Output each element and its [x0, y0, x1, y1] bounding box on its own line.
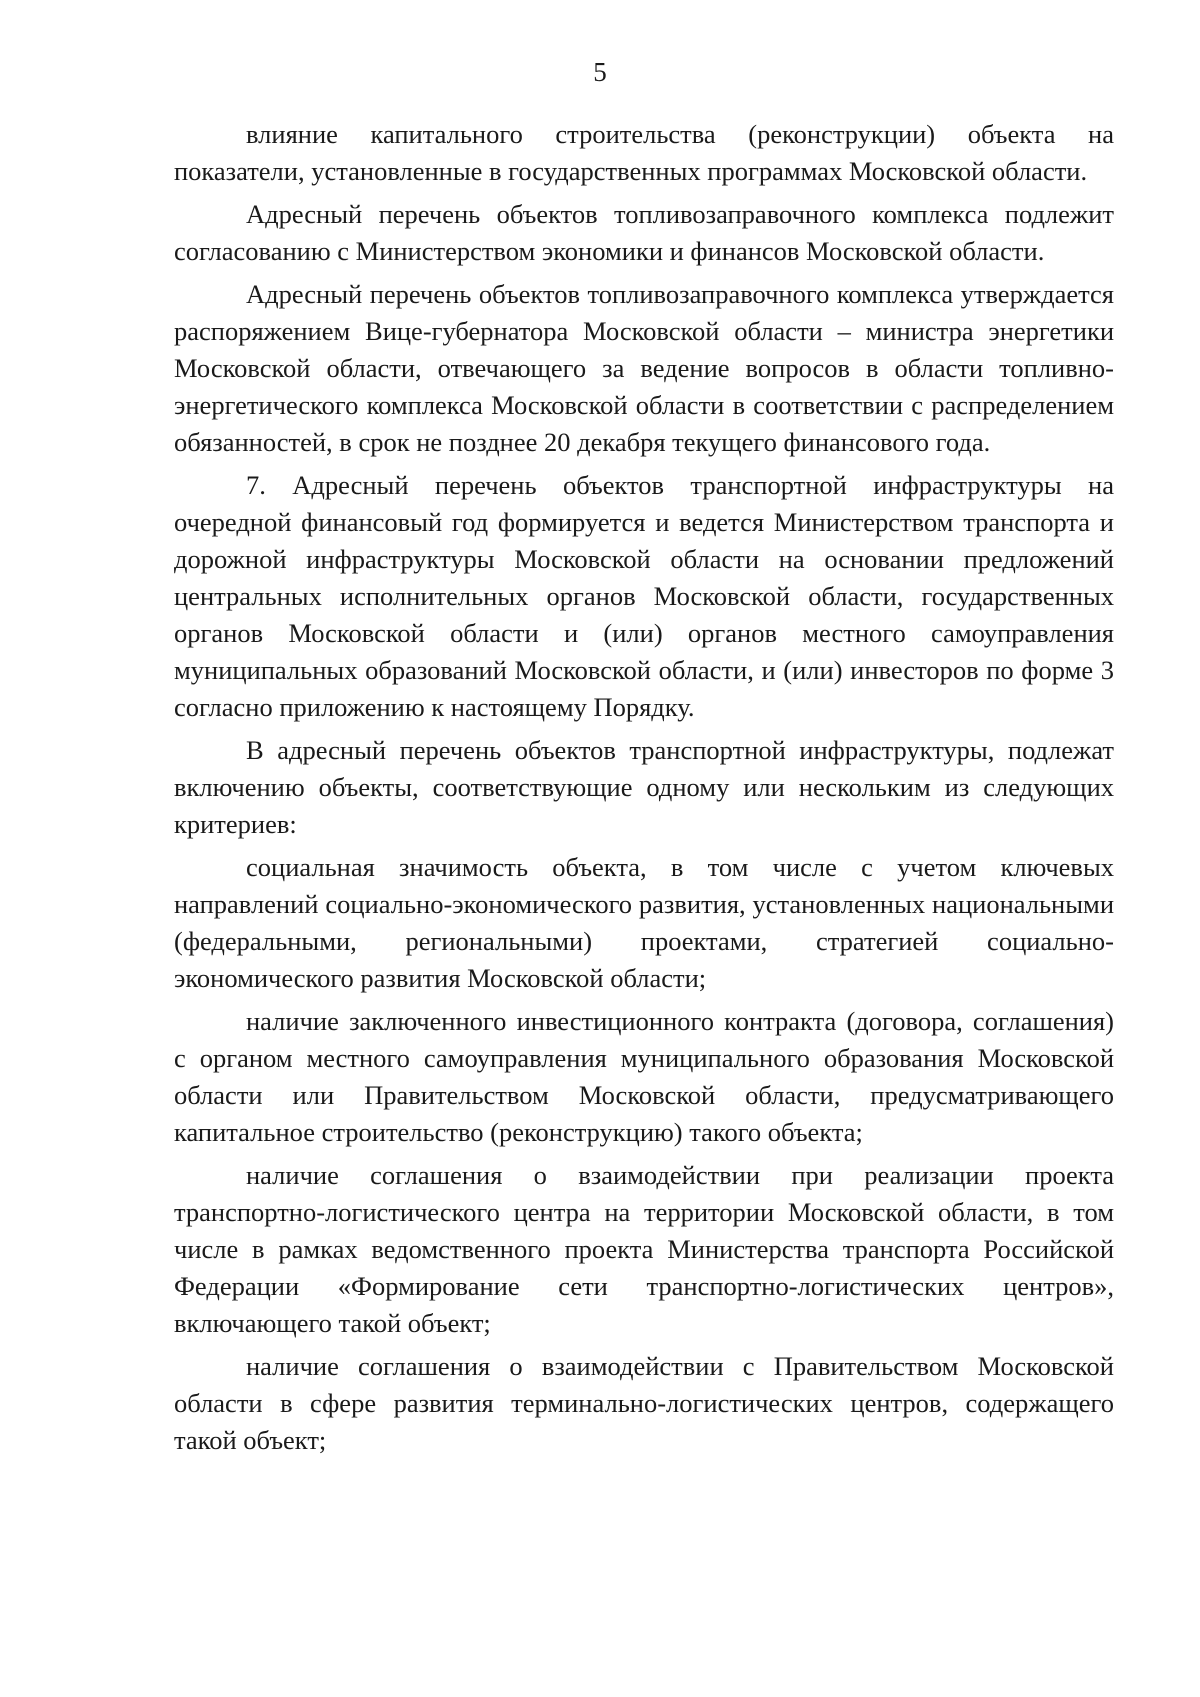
paragraph-fuel-list-order: Адресный перечень объектов топливозаправочного комплекса утверждается распоряжением Вице-губернатора Московской области – министра энергетики Московской области, отвечающего за ведение вопросов в области топливно-энергетического комплекса Московской области в соответствии с распределением обязанностей, в срок не позднее 20 декабря текущего финансового года. [174, 279, 1114, 457]
paragraph-criteria-intro: В адресный перечень объектов транспортной инфраструктуры, подлежат включению объекты, соответствующие одному или нескольким из следующих критериев: [174, 735, 1114, 839]
paragraph-criterion-logistics: наличие соглашения о взаимодействии при реализации проекта транспортно-логистического центра на территории Московской области, в том числе в рамках ведомственного проекта Министерства транспорта Российской Федерации «Формирование сети транспортно-логистических центров», включающего такой объект; [174, 1160, 1114, 1338]
paragraph-item-7: 7. Адресный перечень объектов транспортной инфраструктуры на очередной финансовый год формируется и ведется Министерством транспорта и дорожной инфраструктуры Московской области на основании предложений центральных исполнительных органов Московской области, государственных органов Московской области и (или) органов местного самоуправления муниципальных образований Московской области, и (или) инвесторов по форме 3 согласно приложению к настоящему Порядку. [174, 470, 1114, 722]
paragraph-criterion-contract: наличие заключенного инвестиционного контракта (договора, соглашения) с органом местного самоуправления муниципального образования Московской области или Правительством Московской области, предусматривающего капитальное строительство (реконструкцию) такого объекта; [174, 1006, 1114, 1147]
paragraph-continuation: влияние капитального строительства (реконструкции) объекта на показатели, установленные в государственных программах Московской области. [174, 119, 1114, 186]
paragraph-fuel-list-approval: Адресный перечень объектов топливозаправочного комплекса подлежит согласованию с Министерством экономики и финансов Московской области. [174, 199, 1114, 266]
document-body [174, 116, 1114, 1465]
paragraph-criterion-social: социальная значимость объекта, в том числе с учетом ключевых направлений социально-экономического развития, установленных национальными (федеральными, региональными) проектами, стратегией социально-экономического развития Московской области; [174, 852, 1114, 993]
page-number: 5 [593, 57, 607, 87]
paragraph-criterion-terminal: наличие соглашения о взаимодействии с Правительством Московской области в сфере развития терминально-логистических центров, содержащего такой объект; [174, 1351, 1114, 1455]
